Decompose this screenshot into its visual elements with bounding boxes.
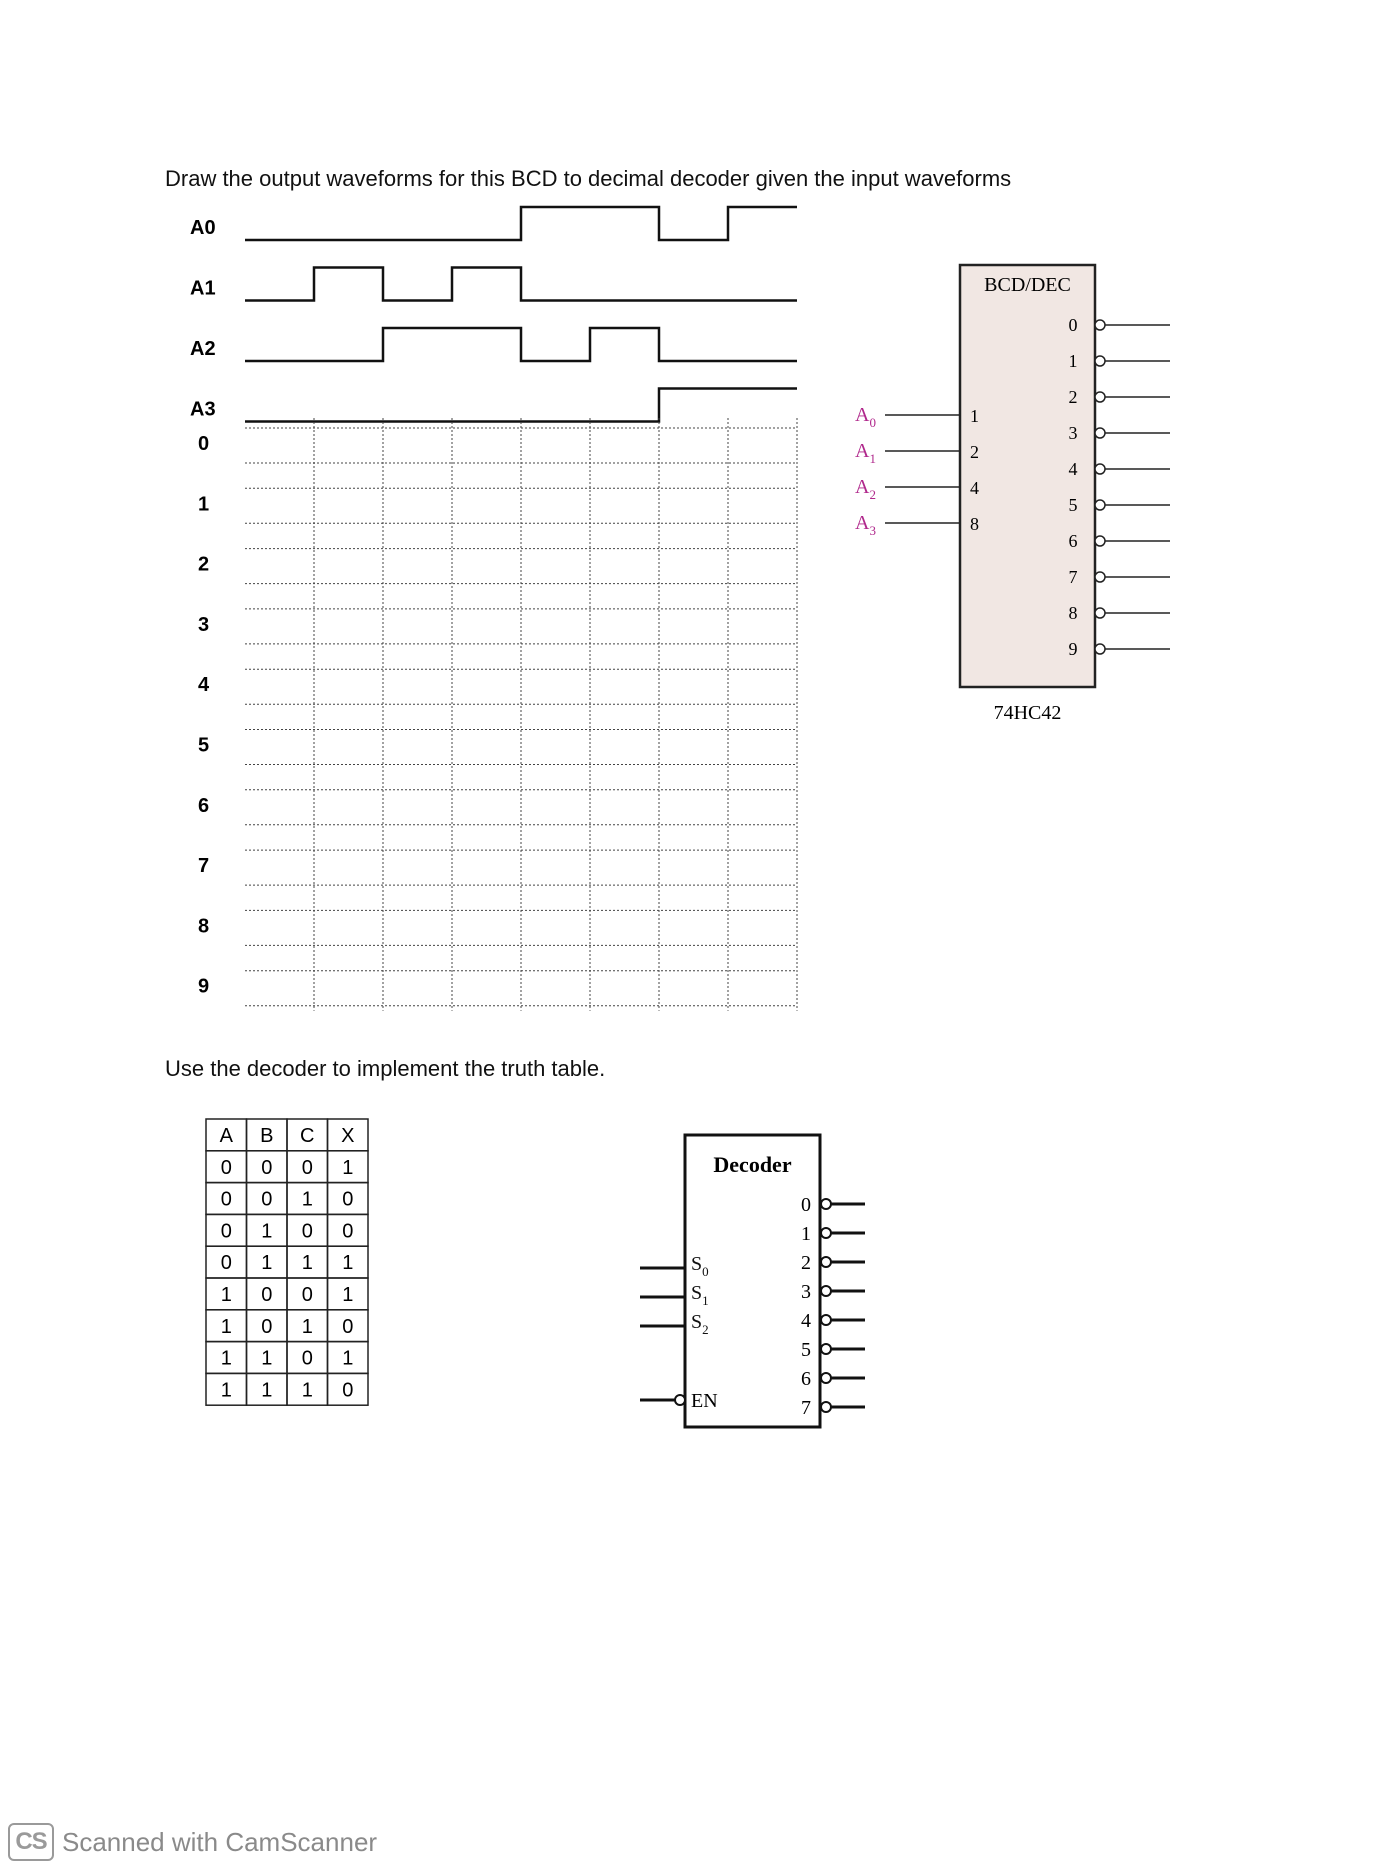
waveform-a2 xyxy=(245,328,797,361)
truth-table-value: 1 xyxy=(342,1252,354,1275)
decoder-output-label-5: 5 xyxy=(801,1339,811,1361)
truth-table-value: 0 xyxy=(342,1188,354,1211)
bcd-input-label-1: $A_1$ xyxy=(855,440,876,466)
bcd-output-bubble-3 xyxy=(1095,428,1105,438)
signal-label-a3: A3 xyxy=(190,398,216,421)
output-row-label-2: 2 xyxy=(198,553,210,576)
waveform-a0 xyxy=(245,207,797,240)
truth-table-instruction: Use the decoder to implement the truth table. xyxy=(165,1056,606,1081)
truth-table-value: 1 xyxy=(261,1220,273,1243)
truth-table-value: 1 xyxy=(342,1347,354,1370)
bcd-decoder-part: 74HC42 xyxy=(993,702,1062,724)
truth-table-value: 0 xyxy=(220,1156,232,1179)
decoder-output-bubble-7 xyxy=(821,1402,831,1412)
bcd-output-bubble-1 xyxy=(1095,356,1105,366)
output-row-label-6: 6 xyxy=(198,794,210,817)
decoder-output-bubble-1 xyxy=(821,1228,831,1238)
output-row-label-7: 7 xyxy=(198,855,210,878)
decoder-output-label-3: 3 xyxy=(801,1281,811,1303)
truth-table-value: 1 xyxy=(301,1188,313,1211)
waveform-a3 xyxy=(245,389,797,422)
bcd-input-weight-2: 4 xyxy=(970,478,979,498)
truth-table-header-c: C xyxy=(300,1125,315,1147)
signal-label-a0: A0 xyxy=(190,217,216,239)
bcd-output-label-7: 7 xyxy=(1068,567,1078,587)
truth-table-value: 1 xyxy=(261,1347,273,1370)
truth-table-header-x: X xyxy=(341,1125,355,1147)
output-row-label-4: 4 xyxy=(198,674,210,697)
decoder-output-bubble-6 xyxy=(821,1373,831,1383)
decoder-output-bubble-0 xyxy=(821,1199,831,1209)
camscanner-watermark xyxy=(8,1824,377,1860)
decoder-title: Decoder xyxy=(713,1152,792,1177)
bcd-output-label-0: 0 xyxy=(1068,315,1078,335)
output-row-label-3: 3 xyxy=(198,613,210,636)
truth-table-value: 1 xyxy=(342,1156,354,1179)
bcd-output-label-3: 3 xyxy=(1068,423,1078,443)
output-row-label-8: 8 xyxy=(198,915,210,938)
bcd-output-bubble-5 xyxy=(1095,500,1105,510)
bcd-input-weight-1: 2 xyxy=(970,442,979,462)
bcd-output-label-2: 2 xyxy=(1068,387,1078,407)
bcd-output-label-5: 5 xyxy=(1068,495,1078,515)
truth-table-value: 1 xyxy=(301,1379,313,1402)
decoder-output-label-0: 0 xyxy=(801,1194,811,1216)
output-row-label-0: 0 xyxy=(198,433,210,455)
bcd-output-bubble-2 xyxy=(1095,392,1105,402)
truth-table-value: 1 xyxy=(342,1284,354,1306)
truth-table-value: 1 xyxy=(301,1252,313,1275)
truth-table-value: 1 xyxy=(220,1284,232,1306)
output-row-label-5: 5 xyxy=(198,734,210,757)
bcd-input-label-3: $A_3$ xyxy=(855,512,876,538)
watermark-text: Scanned with CamScanner xyxy=(62,1826,378,1857)
truth-table-value: 1 xyxy=(261,1379,273,1402)
truth-table-value: 1 xyxy=(220,1347,232,1370)
truth-table-value: 1 xyxy=(261,1252,273,1275)
truth-table-value: 0 xyxy=(301,1347,313,1370)
bcd-output-label-6: 6 xyxy=(1068,531,1078,551)
truth-table-header-a: A xyxy=(219,1125,233,1147)
bcd-input-label-2: $A_2$ xyxy=(855,476,876,502)
bcd-output-bubble-7 xyxy=(1095,572,1105,582)
bcd-output-label-8: 8 xyxy=(1068,603,1078,623)
decoder-output-label-2: 2 xyxy=(801,1252,811,1274)
decoder-enable-bubble xyxy=(675,1395,685,1405)
truth-table-value: 0 xyxy=(261,1284,273,1306)
bcd-decoder-diagram xyxy=(840,255,1180,735)
waveform-instruction: Draw the output waveforms for this BCD to decimal decoder given the input waveforms xyxy=(165,166,1012,191)
truth-table-value: 0 xyxy=(261,1188,273,1211)
decoder-enable-label: EN xyxy=(691,1390,718,1412)
decoder-3to8-diagram xyxy=(630,1130,870,1450)
bcd-output-bubble-8 xyxy=(1095,608,1105,618)
bcd-output-bubble-0 xyxy=(1095,320,1105,330)
output-row-label-9: 9 xyxy=(198,975,210,998)
decoder-output-bubble-5 xyxy=(821,1344,831,1354)
bcd-output-label-9: 9 xyxy=(1068,639,1078,659)
decoder-output-label-4: 4 xyxy=(801,1310,811,1332)
bcd-input-weight-0: 1 xyxy=(970,406,979,426)
decoder-output-label-7: 7 xyxy=(801,1397,811,1419)
bcd-output-bubble-4 xyxy=(1095,464,1105,474)
truth-table-header-b: B xyxy=(260,1125,274,1147)
waveform-a1 xyxy=(245,268,797,301)
truth-table-value: 0 xyxy=(220,1252,232,1275)
truth-table-value: 0 xyxy=(261,1315,273,1338)
camscanner-logo: CS xyxy=(8,1823,54,1861)
truth-table-value: 0 xyxy=(301,1284,313,1306)
bcd-output-bubble-6 xyxy=(1095,536,1105,546)
decoder-select-label-0: $S_0$ xyxy=(691,1253,709,1279)
bcd-output-label-1: 1 xyxy=(1068,351,1078,371)
truth-table xyxy=(200,1115,380,1425)
decoder-select-label-2: $S_2$ xyxy=(691,1311,709,1337)
bcd-input-label-0: $A_0$ xyxy=(855,404,876,430)
truth-table-value: 0 xyxy=(342,1315,354,1338)
signal-label-a1: A1 xyxy=(190,277,216,300)
truth-table-value: 0 xyxy=(342,1220,354,1243)
decoder-output-label-6: 6 xyxy=(801,1368,811,1390)
decoder-output-bubble-4 xyxy=(821,1315,831,1325)
bcd-decoder-title: BCD/DEC xyxy=(984,274,1071,296)
truth-table-value: 0 xyxy=(301,1220,313,1243)
truth-table-value: 0 xyxy=(220,1220,232,1243)
bcd-output-label-4: 4 xyxy=(1068,459,1078,479)
truth-table-value: 0 xyxy=(301,1156,313,1179)
decoder-select-label-1: $S_1$ xyxy=(691,1282,709,1308)
truth-table-value: 0 xyxy=(261,1156,273,1179)
truth-table-value: 0 xyxy=(220,1188,232,1211)
bcd-input-weight-3: 8 xyxy=(970,514,979,534)
truth-table-value: 0 xyxy=(342,1379,354,1402)
bcd-output-bubble-9 xyxy=(1095,644,1105,654)
signal-label-a2: A2 xyxy=(190,338,216,360)
decoder-output-bubble-2 xyxy=(821,1257,831,1267)
truth-table-value: 1 xyxy=(220,1379,232,1402)
decoder-body xyxy=(685,1135,820,1427)
output-row-label-1: 1 xyxy=(198,493,210,516)
truth-table-value: 1 xyxy=(301,1315,313,1338)
decoder-output-bubble-3 xyxy=(821,1286,831,1296)
decoder-output-label-1: 1 xyxy=(801,1223,811,1245)
truth-table-value: 1 xyxy=(220,1315,232,1338)
